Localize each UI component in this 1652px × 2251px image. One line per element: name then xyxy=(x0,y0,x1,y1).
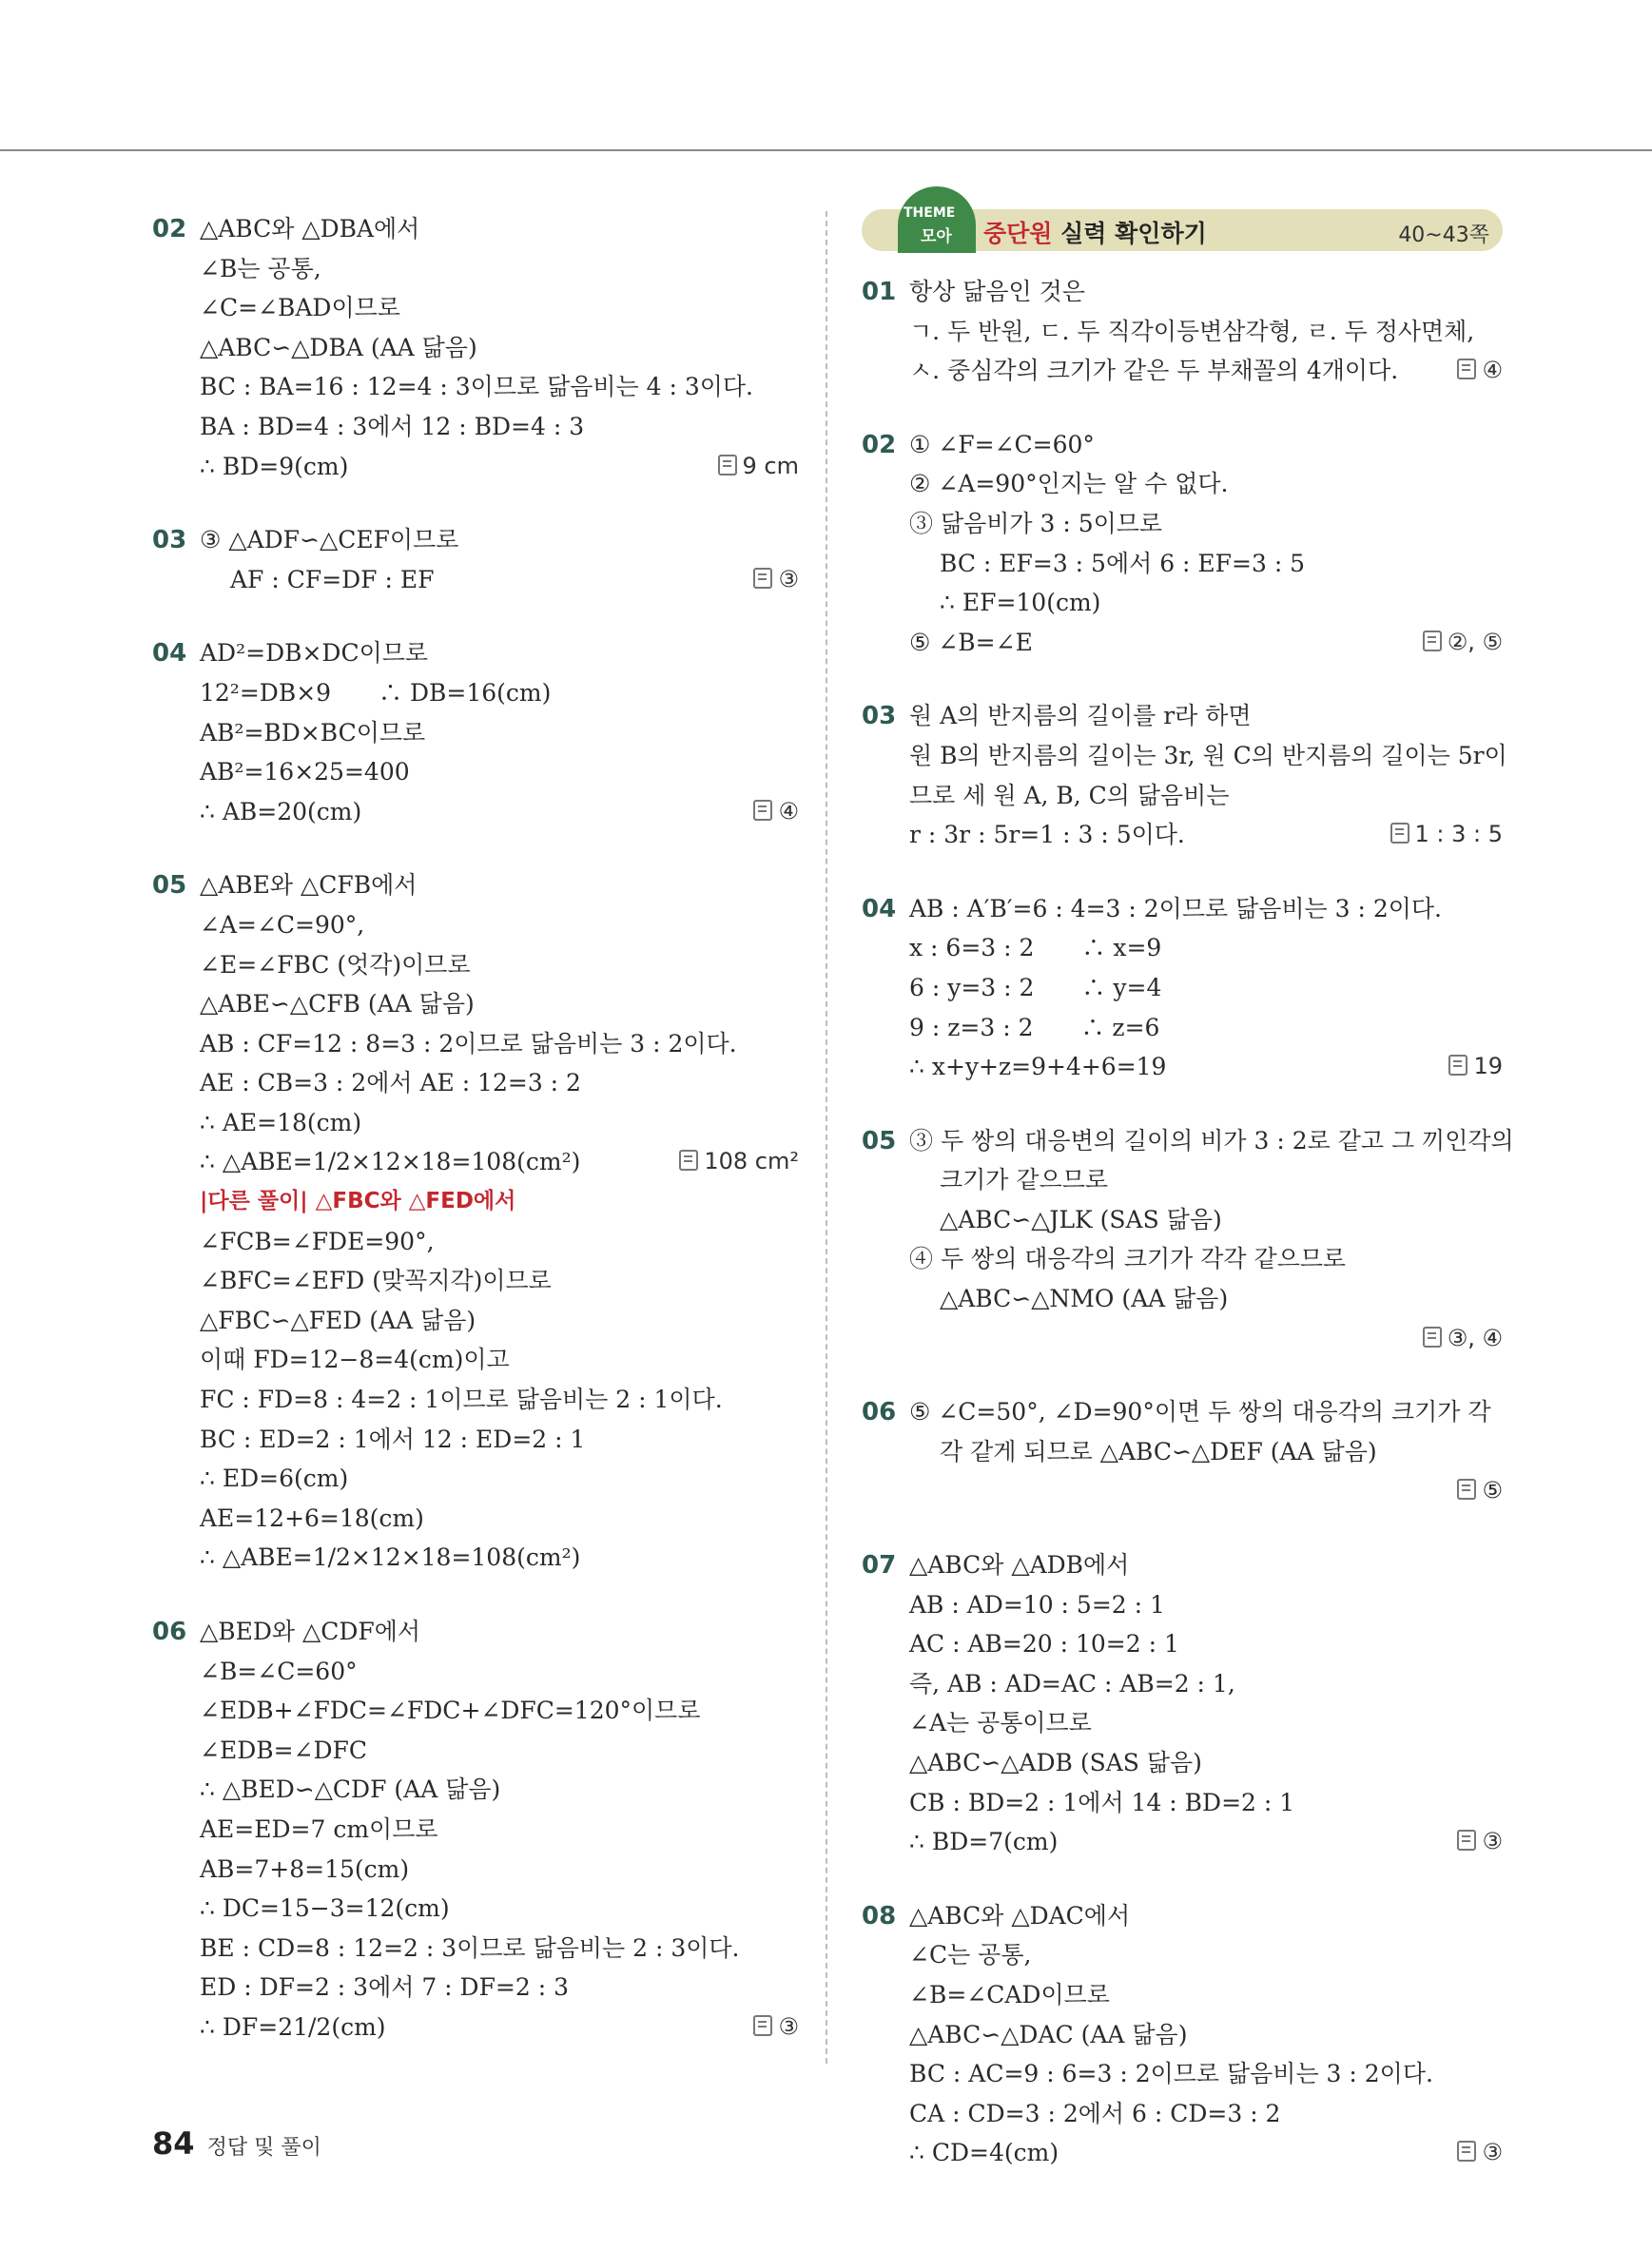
problem-number: 03 xyxy=(152,526,187,555)
answer-icon xyxy=(1390,823,1409,844)
solution-line: 므로 세 원 A, B, C의 닮음비는 xyxy=(909,781,1230,809)
solution-line: ∠BFC=∠EFD (맞꼭지각)이므로 xyxy=(200,1267,552,1295)
solution-line: ED : DF=2 : 3에서 7 : DF=2 : 3 xyxy=(200,1973,570,2002)
problem-number: 04 xyxy=(152,639,187,669)
answer-value: ③ xyxy=(778,2012,799,2040)
solution-line: ∴ AE=18(cm) xyxy=(200,1108,362,1136)
answer-value: 19 xyxy=(1473,1053,1503,1080)
solution-line: AB : CF=12 : 8=3 : 2이므로 닮음비는 3 : 2이다. xyxy=(200,1029,737,1058)
solution-text: ⑤ ∠B=∠E xyxy=(909,628,1033,656)
solution-text: ∴ △ABE=1/2×12×18=108(cm²) xyxy=(200,1148,581,1176)
solution-line: ⑤ ∠C=50°, ∠D=90°이면 두 쌍의 대응각의 크기가 각 xyxy=(909,1398,1491,1426)
solution-line-with-answer xyxy=(909,2133,1503,2173)
problem-04 xyxy=(152,633,799,831)
problem-number: 06 xyxy=(152,1618,187,1646)
solution-text: ∴ CD=4(cm) xyxy=(909,2139,1059,2167)
solution-line: AB²=16×25=400 xyxy=(200,758,410,786)
solution-line-with-answer xyxy=(200,2008,799,2047)
footer-title: 정답 및 풀이 xyxy=(206,2136,321,2160)
solution-line: ∴ △ABE=1/2×12×18=108(cm²) xyxy=(200,1543,581,1572)
answer-value: 1 : 3 : 5 xyxy=(1414,821,1503,848)
solution-line: AC : AB=20 : 10=2 : 1 xyxy=(909,1630,1179,1659)
answer xyxy=(1457,351,1503,391)
problem-03 xyxy=(862,696,1507,854)
solution-line: ∴ ED=6(cm) xyxy=(200,1465,349,1493)
solution-line: ④ 두 쌍의 대응각의 크기가 각각 같으므로 xyxy=(909,1245,1347,1273)
banner-title xyxy=(983,215,1207,249)
answer xyxy=(1448,1047,1503,1087)
solution-line: 이때 FD=12−8=4(cm)이고 xyxy=(200,1346,510,1374)
problem-01 xyxy=(862,272,1503,391)
solution-line: △ABC와 △DAC에서 xyxy=(909,1901,1131,1930)
solution-line: AB : A′B′=6 : 4=3 : 2이므로 닮음비는 3 : 2이다. xyxy=(909,894,1442,922)
answer-value: ②, ⑤ xyxy=(1447,628,1503,655)
solution-line: △ABC∽△ADB (SAS 닮음) xyxy=(909,1749,1202,1776)
solution-line: AB²=BD×BC이므로 xyxy=(200,718,426,747)
left-column xyxy=(152,209,799,2082)
answer xyxy=(1457,1822,1503,1862)
answer-icon xyxy=(1457,1830,1476,1851)
answer xyxy=(753,792,799,832)
solution-line: △ABC∽△DBA (AA 닮음) xyxy=(200,333,477,361)
solution-line: CA : CD=3 : 2에서 6 : CD=3 : 2 xyxy=(909,2099,1281,2127)
answer-value: ③ xyxy=(778,565,799,592)
solution-line: x : 6=3 : 2 ∴ x=9 xyxy=(909,934,1162,962)
solution-line: BC : BA=16 : 12=4 : 3이므로 닮음비는 4 : 3이다. xyxy=(200,373,753,401)
solution-line-with-answer xyxy=(909,623,1503,663)
problem-04 xyxy=(862,889,1503,1087)
banner-title-highlight: 중단원 xyxy=(983,220,1053,247)
solution-line: △ABC와 △ADB에서 xyxy=(909,1551,1130,1580)
answer-icon xyxy=(679,1150,698,1171)
solution-line: 12²=DB×9 ∴ DB=16(cm) xyxy=(200,678,552,707)
problem-08 xyxy=(862,1896,1503,2173)
problem-number: 05 xyxy=(152,871,187,901)
solution-line-with-answer xyxy=(909,815,1503,855)
solution-line: △ABC와 △DBA에서 xyxy=(200,215,420,243)
problem-number: 08 xyxy=(862,1901,897,1931)
column-divider xyxy=(826,211,827,2064)
answer-value: 108 cm² xyxy=(704,1148,799,1175)
problem-02 xyxy=(152,209,799,486)
answer-icon xyxy=(753,2015,772,2036)
theme-label: THEME xyxy=(904,205,956,221)
solution-line: ∴ △BED∽△CDF (AA 닮음) xyxy=(200,1776,501,1804)
solution-line: ∠C=∠BAD이므로 xyxy=(200,294,400,322)
solution-text: AF : CF=DF : EF xyxy=(230,565,435,593)
solution-line: BC : ED=2 : 1에서 12 : ED=2 : 1 xyxy=(200,1425,586,1453)
solution-line: ∴ DC=15−3=12(cm) xyxy=(200,1894,450,1923)
solution-line: ∠E=∠FBC (엇각)이므로 xyxy=(200,950,471,979)
solution-line: 크기가 같으므로 xyxy=(940,1166,1108,1194)
problem-02 xyxy=(862,425,1503,663)
problem-03 xyxy=(152,520,799,599)
answer xyxy=(753,2008,799,2047)
problem-06 xyxy=(862,1392,1503,1511)
solution-line: ∠EDB=∠DFC xyxy=(200,1736,368,1764)
page-footer xyxy=(152,2125,321,2162)
solution-line: ∠EDB+∠FDC=∠FDC+∠DFC=120°이므로 xyxy=(200,1697,701,1725)
solution-text: ∴ x+y+z=9+4+6=19 xyxy=(909,1053,1167,1081)
answer-icon xyxy=(753,800,772,821)
solution-line: BE : CD=8 : 12=2 : 3이므로 닮음비는 2 : 3이다. xyxy=(200,1933,740,1962)
answer-icon xyxy=(718,455,737,475)
right-column xyxy=(862,205,1514,2207)
solution-line: ② ∠A=90°인지는 알 수 없다. xyxy=(909,470,1229,498)
solution-line: 6 : y=3 : 2 ∴ y=4 xyxy=(909,973,1162,1001)
problem-number: 03 xyxy=(862,702,897,731)
answer xyxy=(909,1471,1503,1511)
solution-line: AB : AD=10 : 5=2 : 1 xyxy=(909,1590,1165,1619)
problem-06 xyxy=(152,1612,799,2047)
solution-line-with-answer xyxy=(200,560,799,600)
answer-icon xyxy=(1423,631,1442,651)
solution-text: ∴ DF=21/2(cm) xyxy=(200,2012,386,2041)
solution-line: △ABC∽△DAC (AA 닮음) xyxy=(909,2020,1188,2048)
solution-line: 각 같게 되므로 △ABC∽△DEF (AA 닮음) xyxy=(940,1437,1377,1465)
problem-07 xyxy=(862,1545,1503,1862)
solution-line: FC : FD=8 : 4=2 : 1이므로 닮음비는 2 : 1이다. xyxy=(200,1386,723,1414)
solution-line-with-answer xyxy=(909,1822,1503,1862)
answer-value: ③ xyxy=(1482,1828,1503,1855)
answer-value: ③, ④ xyxy=(1447,1324,1503,1351)
page-number: 84 xyxy=(152,2125,195,2162)
solution-line: △FBC∽△FED (AA 닮음) xyxy=(200,1306,476,1334)
problem-number: 07 xyxy=(862,1551,897,1581)
solution-line: ∠C는 공통, xyxy=(909,1941,1032,1970)
solution-line: AE=ED=7 cm이므로 xyxy=(200,1814,438,1843)
solution-line: AE=12+6=18(cm) xyxy=(200,1504,424,1532)
solution-line: ③ 닮음비가 3 : 5이므로 xyxy=(909,509,1163,537)
solution-line-with-answer xyxy=(909,1047,1503,1087)
solution-line: ∠B=∠C=60° xyxy=(200,1657,358,1685)
problem-number: 05 xyxy=(862,1126,897,1155)
solution-line: ∠A는 공통이므로 xyxy=(909,1709,1092,1737)
answer-icon xyxy=(1457,2141,1476,2162)
solution-line: △ABE와 △CFB에서 xyxy=(200,871,418,900)
theme-moa-label: 모아 xyxy=(921,227,952,246)
solution-line: CB : BD=2 : 1에서 14 : BD=2 : 1 xyxy=(909,1788,1295,1816)
top-rule xyxy=(0,149,1652,151)
solution-line: ∴ EF=10(cm) xyxy=(940,589,1101,617)
solution-line: △ABE∽△CFB (AA 닮음) xyxy=(200,990,475,1019)
solution-line: AB=7+8=15(cm) xyxy=(200,1854,410,1883)
answer-icon xyxy=(753,568,772,589)
solution-text: ∴ BD=9(cm) xyxy=(200,452,349,480)
answer-value: 9 cm xyxy=(742,452,799,479)
solution-line: BC : EF=3 : 5에서 6 : EF=3 : 5 xyxy=(940,549,1306,577)
problem-number: 01 xyxy=(862,278,897,306)
answer-icon xyxy=(1457,1479,1476,1500)
problem-05 xyxy=(152,865,799,1578)
section-banner xyxy=(862,205,1503,255)
solution-line-with-answer xyxy=(200,447,799,487)
solution-line: AD²=DB×DC이므로 xyxy=(200,639,429,668)
answer-value: ④ xyxy=(778,797,799,825)
answer-icon xyxy=(1423,1327,1442,1348)
problem-05 xyxy=(862,1121,1514,1359)
answer xyxy=(718,447,799,487)
solution-line: ① ∠F=∠C=60° xyxy=(909,430,1095,458)
answer xyxy=(1457,2133,1503,2173)
answer-value: ⑤ xyxy=(1482,1477,1503,1504)
answer-value: ④ xyxy=(1482,357,1503,384)
solution-line: ∠FCB=∠FDE=90°, xyxy=(200,1227,435,1255)
solution-line: ∠B는 공통, xyxy=(200,254,321,282)
answer-icon xyxy=(1457,359,1476,379)
solution-line: BC : AC=9 : 6=3 : 2이므로 닮음비는 3 : 2이다. xyxy=(909,2060,1433,2088)
solution-line: 원 B의 반지름의 길이는 3r, 원 C의 반지름의 길이는 5r이 xyxy=(909,741,1507,769)
solution-line: AE : CB=3 : 2에서 AE : 12=3 : 2 xyxy=(200,1069,581,1097)
answer xyxy=(1390,815,1504,855)
solution-line: ∠A=∠C=90°, xyxy=(200,910,365,939)
solution-text: ∴ BD=7(cm) xyxy=(909,1828,1059,1856)
banner-title-rest: 실력 확인하기 xyxy=(1052,220,1207,247)
problem-number: 06 xyxy=(862,1398,897,1427)
solution-text: ∴ AB=20(cm) xyxy=(200,797,362,825)
answer xyxy=(753,560,799,600)
solution-line: 항상 닮음인 것은 xyxy=(909,278,1085,305)
solution-line: ㄱ. 두 반원, ㄷ. 두 직각이등변삼각형, ㄹ. 두 정사면체, xyxy=(909,317,1475,345)
solution-line: 즉, AB : AD=AC : AB=2 : 1, xyxy=(909,1669,1235,1698)
answer xyxy=(909,1319,1503,1359)
solution-line-with-answer xyxy=(909,351,1503,391)
answer-value: ③ xyxy=(1482,2139,1503,2166)
alternative-solution-label: |다른 풀이| △FBC와 △FED에서 xyxy=(200,1189,516,1214)
solution-text: r : 3r : 5r=1 : 3 : 5이다. xyxy=(909,821,1185,849)
solution-line: △BED와 △CDF에서 xyxy=(200,1618,421,1645)
problem-number: 02 xyxy=(152,215,187,243)
problem-number: 02 xyxy=(862,430,897,459)
answer-icon xyxy=(1448,1055,1467,1076)
solution-line: ③ 두 쌍의 대응변의 길이의 비가 3 : 2로 같고 그 끼인각의 xyxy=(909,1126,1514,1155)
solution-line: △ABC∽△NMO (AA 닮음) xyxy=(940,1285,1229,1313)
solution-line: BA : BD=4 : 3에서 12 : BD=4 : 3 xyxy=(200,412,585,440)
answer xyxy=(679,1142,799,1182)
solution-line-with-answer xyxy=(200,1142,799,1182)
page-range: 40~43쪽 xyxy=(1398,223,1489,247)
answer xyxy=(1423,623,1503,663)
solution-line: 9 : z=3 : 2 ∴ z=6 xyxy=(909,1013,1160,1041)
problem-number: 04 xyxy=(862,894,897,923)
solution-line: ∠B=∠CAD이므로 xyxy=(909,1980,1110,2008)
solution-line-with-answer xyxy=(200,792,799,832)
solution-line: △ABC∽△JLK (SAS 닮음) xyxy=(940,1205,1222,1233)
solution-line: 원 A의 반지름의 길이를 r라 하면 xyxy=(909,702,1252,730)
solution-line: ③ △ADF∽△CEF이므로 xyxy=(200,526,459,554)
solution-text: ㅅ. 중심각의 크기가 같은 두 부채꼴의 4개이다. xyxy=(909,357,1399,385)
